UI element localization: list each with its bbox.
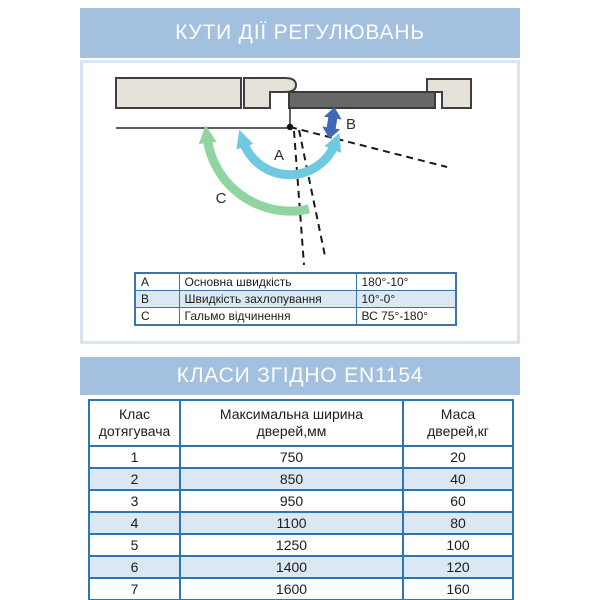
dashed-line-door-pos-1 [294, 131, 304, 265]
legend-row-c [135, 308, 456, 326]
cell-class: 2 [89, 468, 180, 490]
cell-width: 1400 [180, 556, 403, 578]
angles-section-title: КУТИ ДІЇ РЕГУЛЮВАНЬ [80, 8, 520, 58]
door-closer-diagram-panel [80, 60, 520, 344]
cell-class: 7 [89, 578, 180, 600]
cell-mass: 60 [403, 490, 513, 512]
classes-header-row [89, 400, 513, 446]
arc-a-main-speed [243, 141, 335, 175]
cell-class: 1 [89, 446, 180, 468]
cell-class: 6 [89, 556, 180, 578]
legend-key: B [135, 291, 179, 308]
table-row [89, 556, 513, 578]
cell-mass: 160 [403, 578, 513, 600]
label-c: C [215, 190, 227, 207]
legend-name: Основна швидкість [179, 273, 356, 291]
door-leaf [289, 92, 435, 108]
cell-class: 4 [89, 512, 180, 534]
header-class: Клас дотягувача [89, 400, 180, 446]
cell-class: 3 [89, 490, 180, 512]
classes-section-title: КЛАСИ ЗГІДНО EN1154 [80, 357, 520, 395]
door-closer-diagram [83, 63, 517, 269]
legend-name: Швидкість захлопування [179, 291, 356, 308]
legend-row-a [135, 273, 456, 291]
legend-key: C [135, 308, 179, 326]
label-b: B [345, 116, 357, 133]
label-a: A [273, 147, 285, 164]
en1154-classes-table [88, 399, 514, 600]
table-row [89, 578, 513, 600]
table-row [89, 534, 513, 556]
cell-width: 1100 [180, 512, 403, 534]
table-row [89, 512, 513, 534]
cell-mass: 100 [403, 534, 513, 556]
cell-class: 5 [89, 534, 180, 556]
cell-mass: 40 [403, 468, 513, 490]
cell-width: 1250 [180, 534, 403, 556]
header-door-mass: Маса дверей,кг [403, 400, 513, 446]
cell-width: 950 [180, 490, 403, 512]
cell-mass: 80 [403, 512, 513, 534]
cell-mass: 120 [403, 556, 513, 578]
table-row [89, 468, 513, 490]
legend-range: 10°-0° [356, 291, 456, 308]
cell-width: 750 [180, 446, 403, 468]
header-max-width: Максимальна ширина дверей,мм [180, 400, 403, 446]
cell-width: 850 [180, 468, 403, 490]
legend-key: A [135, 273, 179, 291]
dashed-line-latch-angle [290, 127, 447, 167]
wall-section [116, 78, 241, 108]
legend-range: ВС 75°-180° [356, 308, 456, 326]
dashed-line-door-pos-2 [299, 130, 325, 256]
legend-range: 180°-10° [356, 273, 456, 291]
legend-name: Гальмо відчинення [179, 308, 356, 326]
table-row [89, 446, 513, 468]
cell-width: 1600 [180, 578, 403, 600]
arrow-b-latching-speed [321, 106, 344, 140]
cell-mass: 20 [403, 446, 513, 468]
legend-row-b [135, 291, 456, 308]
angles-legend-table [134, 272, 457, 326]
table-row [89, 490, 513, 512]
